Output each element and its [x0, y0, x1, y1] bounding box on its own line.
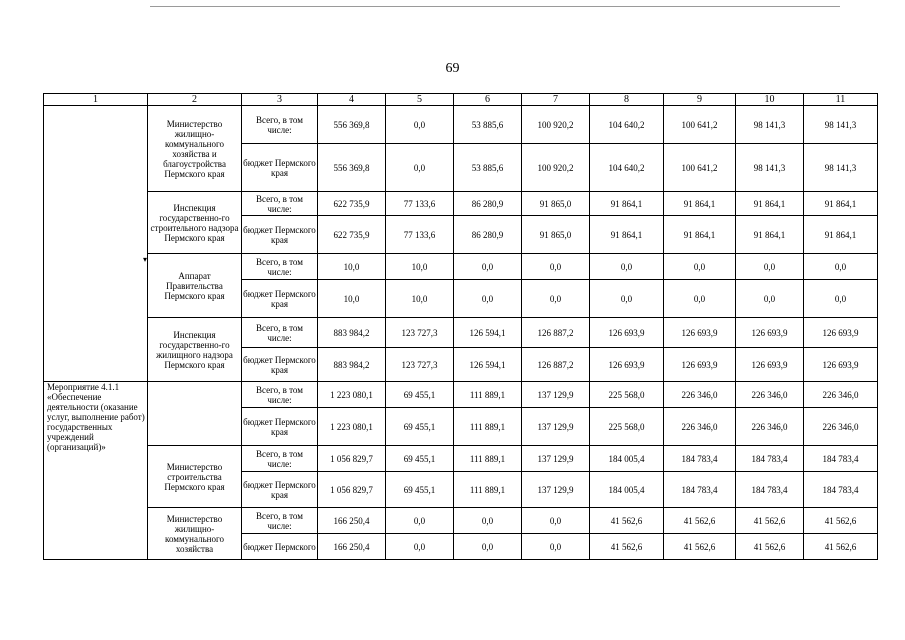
value-cell: 111 889,1	[454, 382, 522, 408]
header-row	[44, 94, 878, 106]
value-cell: 69 455,1	[386, 408, 454, 446]
value-cell: 69 455,1	[386, 472, 454, 508]
value-cell: 126 693,9	[804, 318, 878, 348]
value-cell: 111 889,1	[454, 446, 522, 472]
org-cell: Министерство жилищно-коммунального хозяйства и благоустройства Пермского края	[148, 106, 242, 192]
header-cell-4: 4	[318, 94, 386, 106]
value-cell: 126 693,9	[590, 318, 664, 348]
value-cell: 0,0	[386, 534, 454, 560]
value-cell: 1 223 080,1	[318, 408, 386, 446]
value-cell: 123 727,3	[386, 348, 454, 382]
header-cell-3: 3	[242, 94, 318, 106]
value-cell: 126 594,1	[454, 318, 522, 348]
value-cell: 126 887,2	[522, 348, 590, 382]
value-cell: 86 280,9	[454, 192, 522, 216]
value-cell: 91 865,0	[522, 216, 590, 254]
table-row	[44, 446, 878, 472]
row-type-cell: бюджет Пермского края	[242, 216, 318, 254]
value-cell: 123 727,3	[386, 318, 454, 348]
value-cell: 91 864,1	[804, 216, 878, 254]
value-cell: 137 129,9	[522, 446, 590, 472]
value-cell: 226 346,0	[736, 408, 804, 446]
value-cell: 0,0	[804, 280, 878, 318]
value-cell: 622 735,9	[318, 192, 386, 216]
value-cell: 100 641,2	[664, 144, 736, 192]
budget-table	[43, 93, 878, 560]
value-cell: 0,0	[386, 508, 454, 534]
value-cell: 98 141,3	[736, 144, 804, 192]
value-cell: 53 885,6	[454, 106, 522, 144]
value-cell: 226 346,0	[664, 408, 736, 446]
row-type-cell: Всего, в том числе:	[242, 382, 318, 408]
value-cell: 41 562,6	[736, 534, 804, 560]
value-cell: 883 984,2	[318, 318, 386, 348]
value-cell: 111 889,1	[454, 472, 522, 508]
value-cell: 0,0	[804, 254, 878, 280]
row-type-cell: бюджет Пермского края	[242, 348, 318, 382]
row-type-cell: бюджет Пермского	[242, 534, 318, 560]
value-cell: 0,0	[736, 254, 804, 280]
value-cell: 91 864,1	[664, 192, 736, 216]
value-cell: 100 920,2	[522, 144, 590, 192]
value-cell: 41 562,6	[590, 534, 664, 560]
value-cell: 622 735,9	[318, 216, 386, 254]
row-type-cell: бюджет Пермского края	[242, 144, 318, 192]
row-type-cell: Всего, в том числе:	[242, 318, 318, 348]
value-cell: 226 346,0	[804, 408, 878, 446]
value-cell: 41 562,6	[664, 508, 736, 534]
table-row	[44, 508, 878, 534]
table-row	[44, 106, 878, 144]
value-cell: 126 887,2	[522, 318, 590, 348]
row-type-cell: бюджет Пермского края	[242, 408, 318, 446]
value-cell: 137 129,9	[522, 472, 590, 508]
value-cell: 41 562,6	[590, 508, 664, 534]
value-cell: 184 783,4	[736, 446, 804, 472]
value-cell: 98 141,3	[804, 144, 878, 192]
stray-mark: ▾	[143, 255, 148, 264]
value-cell: 137 129,9	[522, 408, 590, 446]
value-cell: 226 346,0	[664, 382, 736, 408]
row-type-cell: Всего, в том числе:	[242, 192, 318, 216]
value-cell: 0,0	[454, 508, 522, 534]
value-cell: 184 783,4	[736, 472, 804, 508]
header-cell-1: 1	[44, 94, 148, 106]
value-cell: 0,0	[522, 534, 590, 560]
value-cell: 0,0	[590, 254, 664, 280]
value-cell: 10,0	[318, 254, 386, 280]
row-type-cell: Всего, в том числе:	[242, 254, 318, 280]
value-cell: 126 693,9	[736, 348, 804, 382]
row-type-cell: Всего, в том числе:	[242, 106, 318, 144]
page-number: 69	[445, 61, 460, 76]
value-cell: 41 562,6	[804, 508, 878, 534]
header-cell-10: 10	[736, 94, 804, 106]
value-cell: 98 141,3	[736, 106, 804, 144]
value-cell: 91 865,0	[522, 192, 590, 216]
header-cell-7: 7	[522, 94, 590, 106]
value-cell: 226 346,0	[804, 382, 878, 408]
table-row	[44, 382, 878, 408]
value-cell: 0,0	[522, 254, 590, 280]
value-cell: 166 250,4	[318, 508, 386, 534]
value-cell: 10,0	[318, 280, 386, 318]
value-cell: 184 005,4	[590, 472, 664, 508]
value-cell: 0,0	[454, 534, 522, 560]
value-cell: 556 369,8	[318, 144, 386, 192]
value-cell: 104 640,2	[590, 144, 664, 192]
value-cell: 91 864,1	[804, 192, 878, 216]
value-cell: 91 864,1	[736, 192, 804, 216]
org-cell: Инспекция государственно-го строительного надзора Пермского края	[148, 192, 242, 254]
header-cell-8: 8	[590, 94, 664, 106]
measure-cell-empty	[44, 106, 148, 382]
org-cell: Инспекция государственно-го жилищного надзора Пермского края	[148, 318, 242, 382]
value-cell: 126 693,9	[664, 348, 736, 382]
value-cell: 41 562,6	[664, 534, 736, 560]
value-cell: 69 455,1	[386, 446, 454, 472]
value-cell: 53 885,6	[454, 144, 522, 192]
value-cell: 0,0	[590, 280, 664, 318]
value-cell: 126 693,9	[804, 348, 878, 382]
value-cell: 77 133,6	[386, 192, 454, 216]
value-cell: 10,0	[386, 280, 454, 318]
value-cell: 1 056 829,7	[318, 446, 386, 472]
value-cell: 126 693,9	[736, 318, 804, 348]
value-cell: 126 594,1	[454, 348, 522, 382]
value-cell: 0,0	[522, 508, 590, 534]
value-cell: 184 783,4	[664, 446, 736, 472]
value-cell: 126 693,9	[664, 318, 736, 348]
value-cell: 225 568,0	[590, 382, 664, 408]
value-cell: 0,0	[664, 280, 736, 318]
value-cell: 69 455,1	[386, 382, 454, 408]
header-cell-6: 6	[454, 94, 522, 106]
header-cell-9: 9	[664, 94, 736, 106]
measure-cell: Мероприятие 4.1.1 «Обеспечение деятельности (оказание услуг, выполнение работ) государственных учреждений (организаций)»	[44, 382, 148, 560]
value-cell: 1 056 829,7	[318, 472, 386, 508]
header-cell-2: 2	[148, 94, 242, 106]
page-top-rule	[150, 6, 840, 7]
row-type-cell: бюджет Пермского края	[242, 280, 318, 318]
value-cell: 0,0	[386, 106, 454, 144]
value-cell: 184 005,4	[590, 446, 664, 472]
header-cell-11: 11	[804, 94, 878, 106]
row-type-cell: бюджет Пермского края	[242, 472, 318, 508]
value-cell: 91 864,1	[664, 216, 736, 254]
value-cell: 41 562,6	[736, 508, 804, 534]
org-cell: Министерство строительства Пермского края	[148, 446, 242, 508]
value-cell: 0,0	[522, 280, 590, 318]
value-cell: 137 129,9	[522, 382, 590, 408]
value-cell: 100 641,2	[664, 106, 736, 144]
value-cell: 10,0	[386, 254, 454, 280]
value-cell: 41 562,6	[804, 534, 878, 560]
value-cell: 226 346,0	[736, 382, 804, 408]
row-type-cell: Всего, в том числе:	[242, 508, 318, 534]
value-cell: 0,0	[386, 144, 454, 192]
value-cell: 184 783,4	[804, 446, 878, 472]
value-cell: 166 250,4	[318, 534, 386, 560]
value-cell: 184 783,4	[664, 472, 736, 508]
value-cell: 77 133,6	[386, 216, 454, 254]
value-cell: 0,0	[664, 254, 736, 280]
value-cell: 883 984,2	[318, 348, 386, 382]
value-cell: 1 223 080,1	[318, 382, 386, 408]
value-cell: 100 920,2	[522, 106, 590, 144]
value-cell: 86 280,9	[454, 216, 522, 254]
value-cell: 91 864,1	[590, 216, 664, 254]
value-cell: 0,0	[736, 280, 804, 318]
table-row	[44, 254, 878, 280]
row-type-cell: Всего, в том числе:	[242, 446, 318, 472]
value-cell: 556 369,8	[318, 106, 386, 144]
table-row	[44, 318, 878, 348]
value-cell: 225 568,0	[590, 408, 664, 446]
value-cell: 98 141,3	[804, 106, 878, 144]
value-cell: 91 864,1	[590, 192, 664, 216]
value-cell: 184 783,4	[804, 472, 878, 508]
value-cell: 91 864,1	[736, 216, 804, 254]
value-cell: 126 693,9	[590, 348, 664, 382]
header-cell-5: 5	[386, 94, 454, 106]
org-cell: Министерство жилищно-коммунального хозяйства	[148, 508, 242, 560]
value-cell: 111 889,1	[454, 408, 522, 446]
table-row	[44, 192, 878, 216]
value-cell: 0,0	[454, 280, 522, 318]
value-cell: 104 640,2	[590, 106, 664, 144]
org-cell	[148, 382, 242, 446]
value-cell: 0,0	[454, 254, 522, 280]
org-cell: Аппарат Правительства Пермского края	[148, 254, 242, 318]
